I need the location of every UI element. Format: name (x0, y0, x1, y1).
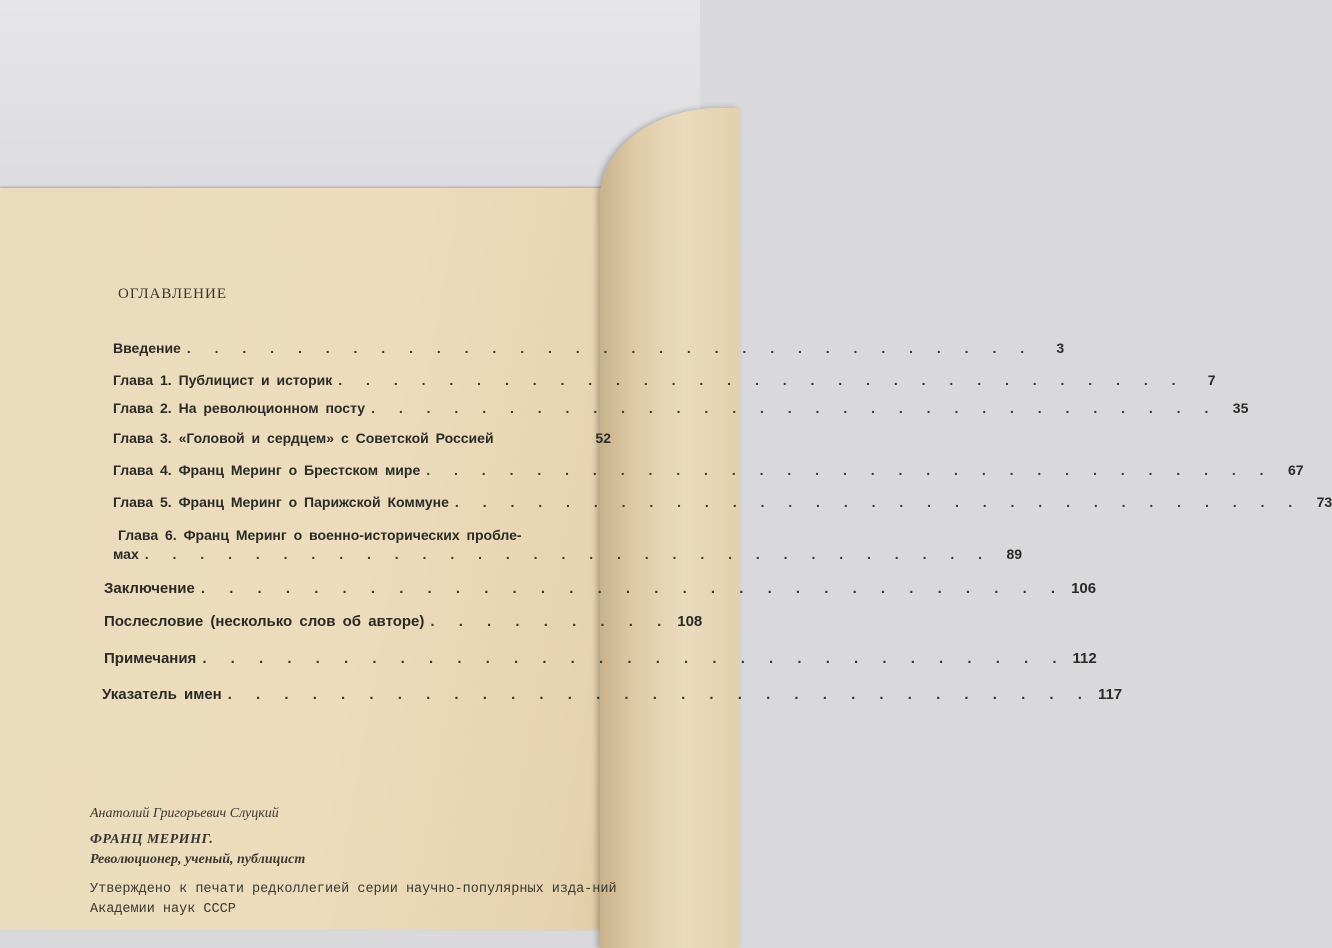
toc-entry-page: 106 (1071, 580, 1097, 597)
page-curl (600, 108, 740, 948)
toc-leader-dots: . . . . . . . . . . . . . . . . . . . . . . . . . . . . . . . (202, 650, 1067, 667)
toc-leader-dots: . . . . . . . . . . . . . . . . . . . . . . . . . . . . . . . (371, 400, 1219, 416)
toc-entry-label: Глава 2. На революционном посту (113, 400, 366, 416)
toc-leader-dots: . . . . . . . . . (430, 613, 672, 630)
toc-entry-label-continuation: мах (113, 546, 139, 562)
toc-entry-label: Глава 5. Франц Меринг о Парижской Коммуне (113, 494, 449, 510)
toc-leader-dots: . . . . . . . . . . . . . . . . . . . . . . . . . . . . . . . (200, 580, 1066, 597)
toc-entry-label: Глава 6. Франц Меринг о военно-исторических пробле- (118, 527, 522, 543)
toc-entry-label: Заключение (104, 580, 195, 597)
imprint-title: ФРАНЦ МЕРИНГ. (90, 832, 214, 847)
toc-entry (102, 686, 1123, 703)
toc-leader-dots: . . . . . . . . . . . . . . . . . . . . . . . . . . . . . . . (426, 462, 1274, 478)
toc-entry-page: 112 (1072, 650, 1097, 667)
toc-entry (113, 400, 1249, 416)
toc-entry (113, 430, 611, 446)
toc-entry-page: 67 (1287, 462, 1304, 478)
toc-entry-label: Глава 1. Публицист и историк (113, 372, 333, 388)
toc-entry (113, 462, 1304, 478)
background (0, 0, 700, 190)
toc-entry-page: 35 (1232, 400, 1249, 416)
toc-entry (113, 340, 1065, 356)
toc-entry-label: Послесловие (несколько слов об авторе) (104, 613, 425, 630)
toc-entry-page: 117 (1097, 686, 1123, 703)
toc-entry-label: Примечания (104, 650, 197, 667)
toc-entry (104, 580, 1097, 597)
toc-entry-page: 52 (595, 430, 611, 446)
toc-leader-dots: . . . . . . . . . . . . . . . . . . . . . . . . . . . . . . . (144, 546, 993, 562)
toc-entry (113, 546, 1023, 562)
toc-entry-page: 73 (1316, 494, 1332, 510)
toc-entry-label: Введение (113, 340, 181, 356)
toc-entry-page: 3 (1056, 340, 1065, 356)
toc-entry-label: Глава 3. «Головой и сердцем» с Советской Россией (113, 430, 494, 446)
toc-entry (104, 613, 703, 630)
imprint-author: Анатолий Григорьевич Слуцкий (90, 806, 279, 821)
imprint-approval-note: Утверждено к печати редколлегией серии научно-популярных изда-ний Академии наук СССР (90, 882, 617, 917)
toc-entry-label: Глава 4. Франц Меринг о Брестском мире (113, 462, 421, 478)
toc-entry (104, 650, 1097, 667)
toc-leader-dots: . . . . . . . . . . . . . . . . . . . . . . . . . . . . . . . (454, 494, 1303, 510)
toc-entry-page: 7 (1207, 372, 1216, 388)
toc-leader-dots: . . . . . . . . . . . . . . . . . . . . . . . . . . . . . . . (227, 686, 1092, 703)
toc-entry (113, 372, 1216, 388)
toc-leader-dots: . . . . . . . . . . . . . . . . . . . . . . . . . . . . . . . (338, 372, 1186, 388)
imprint-subtitle: Революционер, ученый, публицист (90, 852, 306, 867)
toc-entry-label: Указатель имен (102, 686, 222, 703)
toc-heading: ОГЛАВЛЕНИЕ (118, 286, 227, 302)
toc-entry (113, 494, 1332, 510)
toc-entry-page: 108 (677, 613, 703, 630)
toc-entry-page: 89 (1006, 546, 1023, 562)
toc-leader-dots: . . . . . . . . . . . . . . . . . . . . . . . . . . . . . . . (186, 340, 1035, 356)
